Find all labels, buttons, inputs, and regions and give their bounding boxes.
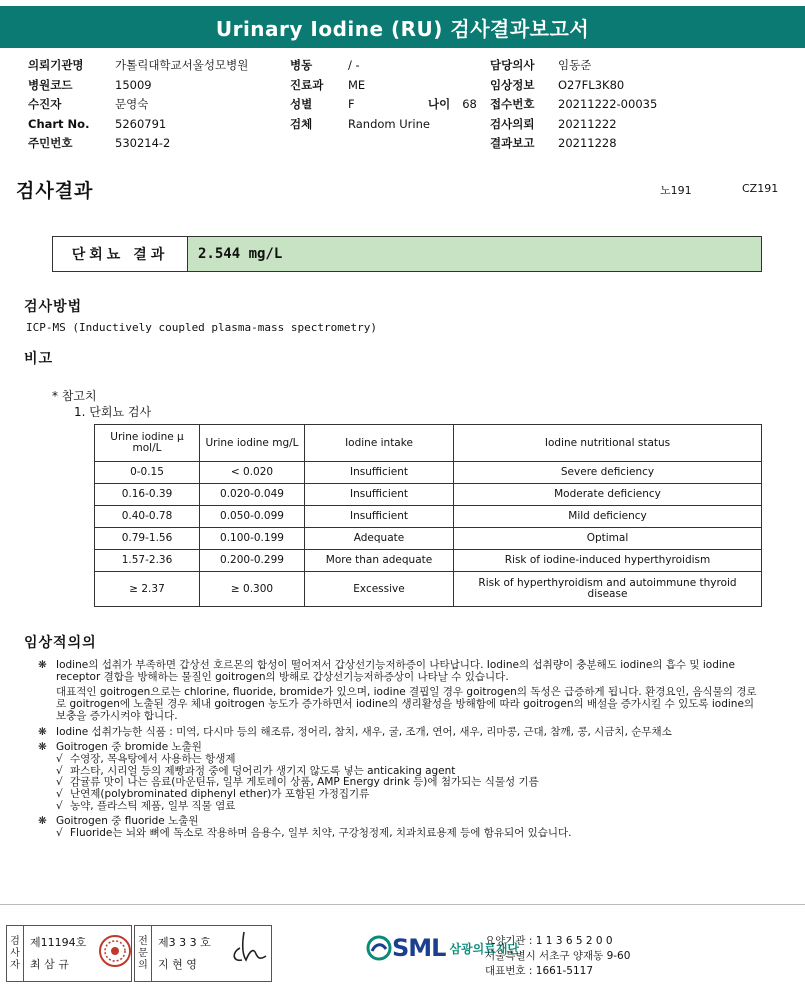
table-row	[95, 550, 762, 572]
info-row	[290, 115, 477, 135]
info-label: 성별	[290, 97, 313, 111]
table-cell: Mild deficiency	[454, 506, 762, 528]
table-row	[95, 528, 762, 550]
info-row	[28, 115, 248, 135]
table-header-cell: Urine iodine mg/L	[200, 425, 305, 462]
result-value: 2.544 mg/L	[188, 237, 761, 271]
table-cell: Risk of iodine-induced hyperthyroidism	[454, 550, 762, 572]
specialist-license: 제3 3 3 호	[158, 936, 211, 949]
info-row	[290, 95, 477, 115]
table-cell: Excessive	[305, 572, 454, 607]
specialist-label: 전문의	[135, 926, 152, 981]
clinical-text: 대표적인 goitrogen으로는 chlorine, fluoride, bromide가 있으며, iodine 결핍일 경우 goitrogen의 독성은 급증하게 됩니다. 환경요인, 음식물의 경로로 goitrogen에 노출된 경우 체내 goitrogen 농도가 증가하면서 iodine의 생리활성을 방해함에 따라 goitrogen의 배설을 증가시킬 수 있도록 iodine의 보충을 증가시켜야 합니다.	[56, 686, 757, 722]
examiner-license: 제11194호	[30, 936, 87, 949]
info-row	[290, 76, 477, 96]
reference-label: * 참고치	[52, 389, 97, 403]
clinical-heading: 임상적의의	[24, 635, 97, 651]
check-icon: √	[56, 827, 63, 840]
info-value: 문영숙	[115, 97, 149, 111]
examiner-label: 검사자	[7, 926, 24, 981]
institution-info	[485, 934, 630, 979]
table-cell: 0.100-0.199	[200, 528, 305, 550]
info-label: 결과보고	[490, 136, 535, 150]
table-cell: 0.79-1.56	[95, 528, 200, 550]
table-row	[95, 484, 762, 506]
check-item	[38, 801, 760, 813]
table-row	[95, 506, 762, 528]
lab-foundation-name: 삼광의료재단	[449, 941, 520, 956]
info-label: 담당의사	[490, 58, 535, 72]
examiner-seal-icon	[98, 934, 132, 968]
table-cell: Severe deficiency	[454, 462, 762, 484]
info-row	[490, 134, 657, 154]
table-cell: 1.57-2.36	[95, 550, 200, 572]
table-cell: 0-0.15	[95, 462, 200, 484]
info-row	[28, 56, 248, 76]
check-icon: √	[56, 799, 63, 812]
info-value: F	[348, 97, 355, 111]
info-label: Chart No.	[28, 116, 90, 131]
bullet-mark-icon: ❋	[38, 741, 47, 754]
info-label: 의뢰기관명	[28, 58, 84, 72]
check-icon: √	[56, 752, 63, 765]
bullet-mark-icon: ❋	[38, 815, 47, 828]
check-text: 난연제(polybrominated diphenyl ether)가 포함된 가정집기류	[70, 788, 370, 801]
table-row	[95, 462, 762, 484]
lab-logo-text: SML	[392, 934, 446, 962]
result-code-2: CZ191	[742, 182, 779, 195]
method-heading: 검사방법	[24, 299, 83, 315]
info-label: 검체	[290, 116, 313, 131]
results-heading: 검사결과	[16, 180, 94, 202]
age-label: 나이	[428, 97, 451, 111]
footer-divider	[0, 904, 805, 905]
info-row	[28, 95, 248, 115]
table-cell: Risk of hyperthyroidism and autoimmune thyroid disease	[454, 572, 762, 607]
info-value: 5260791	[115, 116, 167, 131]
info-label: 검사의뢰	[490, 116, 535, 131]
clinical-bullet	[38, 727, 760, 739]
institution-phone: 대표번호 : 1661-5117	[485, 965, 594, 977]
info-value: / -	[348, 58, 360, 72]
check-icon: √	[56, 764, 63, 777]
lab-logo-icon	[366, 935, 392, 961]
result-label: 단회뇨 결과	[53, 237, 188, 271]
institution-address: 서울특별시 서초구 양재동 9-60	[485, 950, 631, 962]
clinical-bullet	[38, 660, 760, 683]
result-box	[52, 236, 762, 272]
method-text: ICP-MS (Inductively coupled plasma-mass spectrometry)	[26, 321, 377, 334]
table-cell: 0.020-0.049	[200, 484, 305, 506]
info-row	[490, 56, 657, 76]
info-label: 임상정보	[490, 77, 535, 92]
table-cell: Insufficient	[305, 506, 454, 528]
check-text: 수영장, 목욕탕에서 사용하는 항생제	[70, 752, 236, 765]
table-cell: ≥ 2.37	[95, 572, 200, 607]
report-header	[0, 6, 805, 48]
table-cell: 0.200-0.299	[200, 550, 305, 572]
age-value: 68	[462, 97, 477, 111]
table-cell: Moderate deficiency	[454, 484, 762, 506]
check-icon: √	[56, 788, 63, 801]
check-text: 감귤류 맛이 나는 음료(마운틴듀, 일부 게토레이 상품, AMP Energy drink 등)에 첨가되는 식물성 기름	[70, 776, 539, 789]
info-column-2	[290, 56, 477, 134]
table-header-row	[95, 425, 762, 462]
table-cell: ≥ 0.300	[200, 572, 305, 607]
info-row	[28, 134, 248, 154]
table-row	[95, 572, 762, 607]
bullet-mark-icon: ❋	[38, 659, 47, 671]
info-value: O27FL3K80	[558, 77, 625, 92]
examiner-name: 최 삼 규	[30, 958, 69, 971]
info-value: ME	[348, 77, 366, 92]
result-code-1: 노191	[660, 184, 692, 197]
remarks-heading: 비고	[24, 351, 54, 367]
check-text: Fluoride는 뇌와 뼈에 독소로 작용하며 음용수, 일부 치약, 구강청정제, 치과치료용제 등에 함유되어 있습니다.	[70, 827, 572, 840]
table-cell: 0.050-0.099	[200, 506, 305, 528]
specialist-name: 지 현 영	[158, 958, 197, 971]
info-label: 접수번호	[490, 97, 535, 111]
check-text: 파스타, 시리얼 등의 제빵과정 중에 덩어리가 생기지 않도록 넣는 anticaking agent	[70, 764, 456, 777]
table-cell: 0.16-0.39	[95, 484, 200, 506]
clinical-paragraph	[38, 687, 760, 722]
info-column-3	[490, 56, 657, 154]
info-label: 병원코드	[28, 77, 73, 92]
info-row	[490, 115, 657, 135]
specialist-signature-icon	[226, 926, 272, 966]
info-value: 20211228	[558, 136, 617, 150]
examiner-info	[24, 926, 86, 981]
info-label: 진료과	[290, 77, 324, 92]
table-cell: More than adequate	[305, 550, 454, 572]
check-text: 농약, 플라스틱 제품, 일부 직물 염료	[70, 799, 236, 812]
info-column-1	[28, 56, 248, 154]
specialist-info	[152, 926, 211, 981]
info-value: 임동준	[558, 58, 592, 72]
reference-table	[94, 424, 762, 607]
info-row	[28, 76, 248, 96]
info-value: 530214-2	[115, 136, 171, 150]
info-value: Random Urine	[348, 116, 430, 131]
info-row	[490, 95, 657, 115]
bullet-mark-icon: ❋	[38, 725, 47, 738]
clinical-text: Iodine의 섭취가 부족하면 갑상선 호르몬의 합성이 떨어져서 갑상선기능저하증이 나타납니다. Iodine의 섭취량이 충분해도 iodine의 흡수 및 iodine receptor 결합을 방해하는 물질인 goitrogen의 방해로 갑상선기능저하증상이 나타날 수 있습니다.	[56, 659, 735, 683]
check-icon: √	[56, 776, 63, 789]
info-row	[490, 76, 657, 96]
clinical-text: Goitrogen 중 bromide 노출원	[56, 741, 202, 754]
clinical-notes	[38, 660, 760, 840]
info-value: 가톨릭대학교서울성모병원	[115, 58, 249, 72]
institution-code: 요양기관 : 1 1 3 6 5 2 0 0	[485, 935, 613, 947]
info-row	[290, 56, 477, 76]
info-value: 20211222-00035	[558, 97, 658, 111]
info-label: 수진자	[28, 97, 62, 111]
table-header-cell: Iodine intake	[305, 425, 454, 462]
table-cell: Insufficient	[305, 462, 454, 484]
table-cell: 0.40-0.78	[95, 506, 200, 528]
info-label: 주민번호	[28, 136, 73, 150]
report-title: Urinary Iodine (RU) 검사결과보고서	[215, 16, 590, 41]
clinical-text: Iodine 섭취가능한 식품 : 미역, 다시마 등의 해조류, 정어리, 참치, 새우, 굴, 조개, 연어, 새우, 리마콩, 근대, 참깨, 콩, 시금치, 순무채소	[56, 725, 672, 738]
table-header-cell: Urine iodine μ mol/L	[95, 425, 200, 462]
check-item	[38, 828, 760, 840]
info-value: 20211222	[558, 116, 617, 131]
table-cell: Optimal	[454, 528, 762, 550]
table-cell: Adequate	[305, 528, 454, 550]
info-label: 병동	[290, 58, 313, 72]
reference-sublabel: 1. 단회뇨 검사	[74, 405, 152, 419]
clinical-text: Goitrogen 중 fluoride 노출원	[56, 815, 199, 828]
table-cell: < 0.020	[200, 462, 305, 484]
table-header-cell: Iodine nutritional status	[454, 425, 762, 462]
info-value: 15009	[115, 77, 152, 92]
table-cell: Insufficient	[305, 484, 454, 506]
